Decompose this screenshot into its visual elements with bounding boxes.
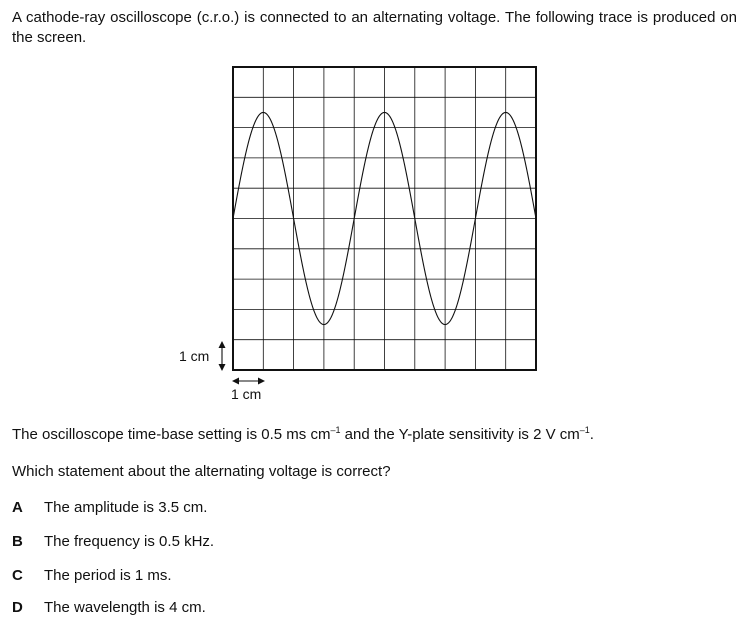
option-text: The wavelength is 4 cm. [44, 599, 206, 616]
option-letter: B [12, 533, 23, 550]
option-text: The period is 1 ms. [44, 567, 172, 584]
option-letter: D [12, 599, 23, 616]
option-c[interactable] [12, 566, 172, 586]
settings-statement [12, 425, 594, 445]
option-letter: C [12, 567, 23, 584]
vertical-scale-label: 1 cm [179, 348, 210, 364]
option-a[interactable] [12, 498, 207, 518]
option-b[interactable] [12, 532, 214, 552]
horizontal-scale-label: 1 cm [231, 386, 262, 402]
option-text: The frequency is 0.5 kHz. [44, 533, 215, 550]
horizontal-scale-marker [232, 378, 265, 385]
vertical-scale-marker [219, 341, 226, 371]
question-intro: A cathode-ray oscilloscope (c.r.o.) is connected to an alternating voltage. The following trace is produced on the screen. [12, 9, 737, 46]
settings-exponent-1: –1 [330, 425, 341, 435]
question-prompt: Which statement about the alternating voltage is correct? [12, 463, 391, 480]
settings-text-part3: . [589, 426, 594, 443]
option-letter: A [12, 499, 23, 516]
option-d[interactable] [12, 598, 206, 618]
settings-text-part1: The oscilloscope time-base setting is 0.5 ms cm [12, 426, 331, 443]
option-text: The amplitude is 3.5 cm. [44, 499, 208, 516]
settings-exponent-2: –1 [579, 425, 590, 435]
settings-text-part2: and the Y-plate sensitivity is 2 V cm [340, 426, 580, 443]
